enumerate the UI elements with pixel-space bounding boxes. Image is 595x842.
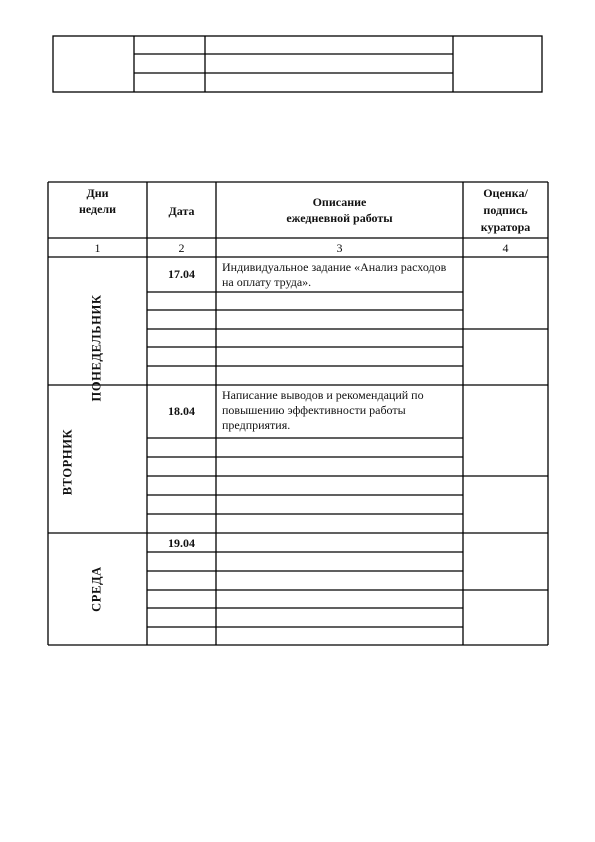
task-tuesday: Написание выводов и рекомендаций по повышению эффективности работы предприятия.: [222, 388, 424, 432]
header-days: Дни недели: [78, 186, 117, 216]
date-wednesday: 19.04: [168, 536, 195, 550]
date-monday: 17.04: [168, 267, 195, 281]
day-name-monday: ПОНЕДЕЛЬНИК: [89, 294, 104, 402]
header-date: Дата: [168, 204, 195, 218]
header-description: Описание ежедневной работы: [286, 195, 393, 225]
day-name-tuesday: ВТОРНИК: [60, 428, 75, 496]
column-number-2: 2: [178, 241, 185, 255]
task-monday: Индивидуальное задание «Анализ расходов на оплату труда».: [222, 260, 447, 289]
day-name-wednesday: СРЕДА: [89, 566, 104, 612]
column-number-3: 3: [336, 241, 343, 255]
column-number-1: 1: [94, 241, 101, 255]
date-tuesday: 18.04: [168, 404, 195, 418]
header-grade: Оценка/ подпись куратора: [480, 186, 531, 234]
column-number-4: 4: [502, 241, 509, 255]
